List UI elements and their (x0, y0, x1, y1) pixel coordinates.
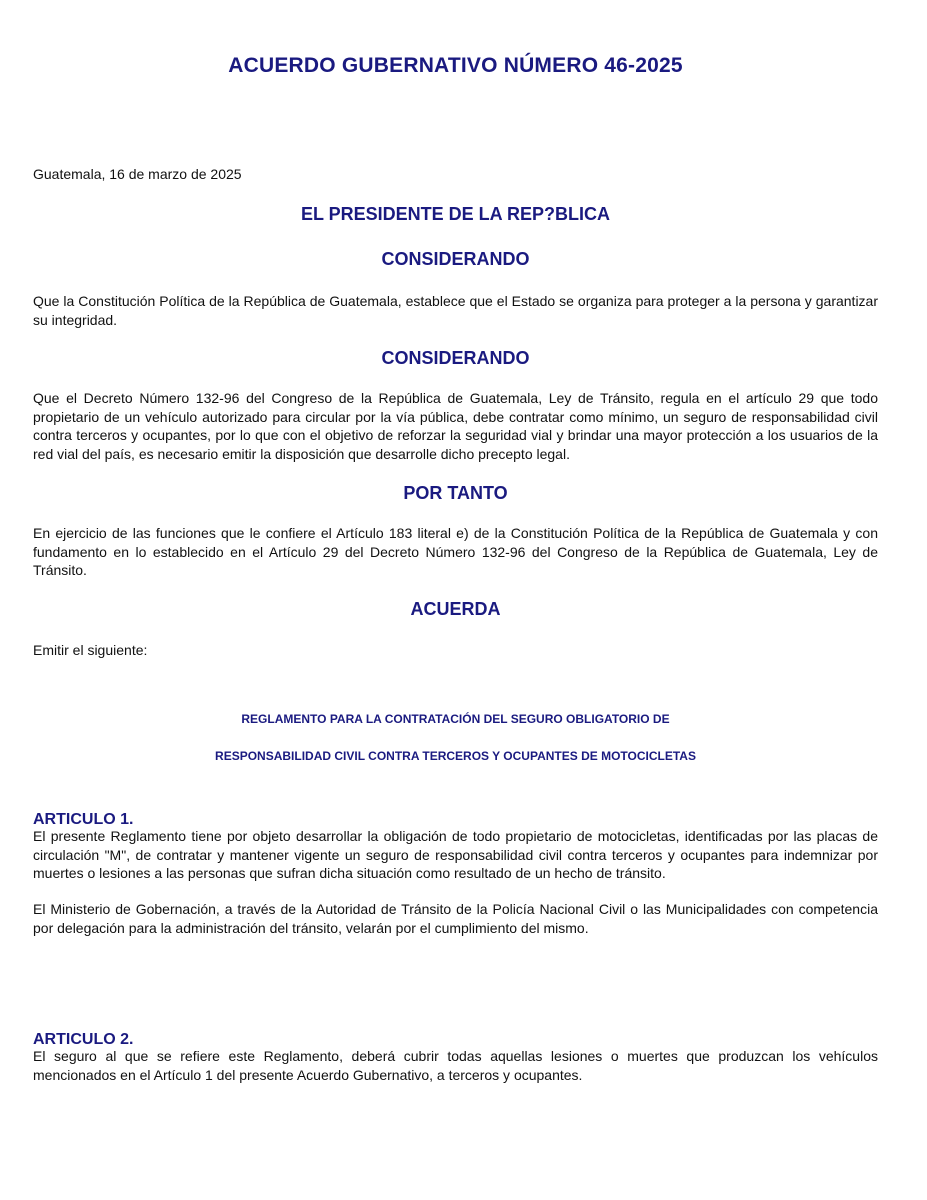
por-tanto-text: En ejercicio de las funciones que le confiere el Artículo 183 literal e) de la Constitución Política de la República de Guatemala y con fundamento en lo establecido en el Artículo 29 del Decreto Número 132-96 del Congreso de la República de Guatemala, Ley de Tránsito. (33, 525, 878, 578)
regulation-title-line-1: REGLAMENTO PARA LA CONTRATACIÓN DEL SEGURO OBLIGATORIO DE (241, 712, 670, 726)
document-title: ACUERDO GUBERNATIVO NÚMERO 46-2025 (228, 54, 683, 77)
article-2-paragraph-1: El seguro al que se refiere este Reglamento, deberá cubrir todas aquellas lesiones o muertes que produzcan los vehículos mencionados en el Artículo 1 del presente Acuerdo Gubernativo, a terceros y ocupantes. (33, 1048, 878, 1083)
considerando-2-heading: CONSIDERANDO (381, 348, 530, 368)
document-page (33, 0, 878, 1200)
considerando-1-text: Que la Constitución Política de la República de Guatemala, establece que el Estado se organiza para proteger a la persona y garantizar su integridad. (33, 293, 878, 328)
considerando-2-text: Que el Decreto Número 132-96 del Congreso de la República de Guatemala, Ley de Tránsito, regula en el artículo 29 que todo propietario de un vehículo autorizado para circular por la vía pública, debe contratar como mínimo, un seguro de responsabilidad civil contra terceros y ocupantes, por lo que con el objetivo de reforzar la seguridad vial y brindar una mayor protección a los usuarios de la red vial del país, es necesario emitir la disposición que desarrolle dicho precepto legal. (33, 390, 878, 462)
article-1-heading: ARTICULO 1. (33, 811, 134, 828)
article-1-paragraph-1: El presente Reglamento tiene por objeto desarrollar la obligación de todo propietario de motocicletas, identificadas por las placas de circulación "M", de contratar y mantener vigente un seguro de responsabilidad civil contra terceros y ocupantes para indemnizar por muertes o lesiones a las personas que sufran dicha situación como resultado de un hecho de tránsito. (33, 828, 878, 881)
acuerda-heading: ACUERDA (410, 599, 501, 619)
por-tanto-heading: POR TANTO (403, 483, 508, 503)
article-1-paragraph-2: El Ministerio de Gobernación, a través de la Autoridad de Tránsito de la Policía Nacional Civil o las Municipalidades con competencia por delegación para la administración del tránsito, velarán por el cumplimiento del mismo. (33, 901, 878, 936)
date-line: Guatemala, 16 de marzo de 2025 (33, 166, 242, 182)
considerando-1-heading: CONSIDERANDO (381, 249, 530, 269)
acuerda-text: Emitir el siguiente: (33, 642, 148, 658)
issuer-heading: EL PRESIDENTE DE LA REP?BLICA (300, 204, 611, 224)
article-2-heading: ARTICULO 2. (33, 1031, 134, 1048)
regulation-title-line-2: RESPONSABILIDAD CIVIL CONTRA TERCEROS Y OCUPANTES DE MOTOCICLETAS (215, 749, 696, 763)
